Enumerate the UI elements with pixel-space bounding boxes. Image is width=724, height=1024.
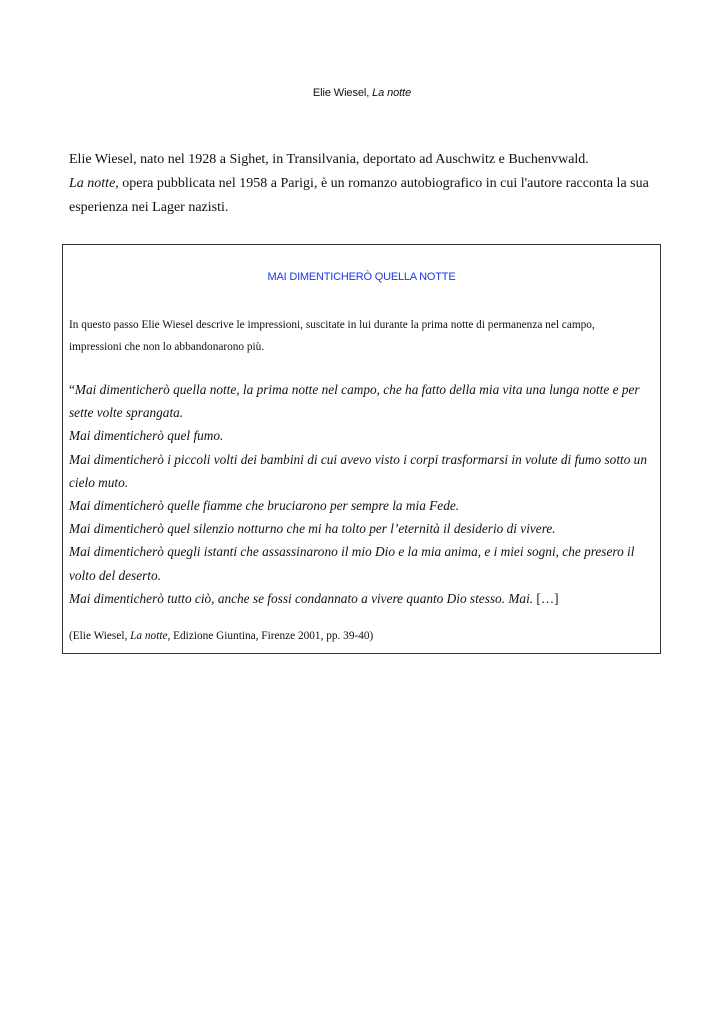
quote-line-1 [69,378,659,401]
quote-line-3: Mai dimenticherò quel fumo. [69,428,224,444]
citation-work-title: La notte [130,630,168,642]
excerpt-citation [69,630,373,642]
quote-ellipsis: […] [533,590,559,606]
excerpt-quote [69,378,659,610]
description-line-1: In questo passo Elie Wiesel descrive le impressioni, suscitate in lui durante la prima notte di permanenza nel campo, [69,319,595,331]
citation-suffix: , Edizione Giuntina, Firenze 2001, pp. 39-40) [167,630,374,642]
page-header [0,87,724,99]
quote-line-10 [69,587,659,610]
citation-prefix: (Elie Wiesel, [69,630,131,642]
quote-open-mark: “ [69,382,75,397]
excerpt-description [69,314,654,358]
intro-line-3: esperienza nei Lager nazisti. [69,200,229,215]
quote-line-4: Mai dimenticherò i piccoli volti dei bambini di cui avevo visto i corpi trasformarsi in volute di fumo sotto un [69,451,647,467]
header-author: Elie Wiesel, [312,87,373,99]
description-line-2: impressioni che non lo abbandonarono più. [69,341,265,353]
intro-line-1: Elie Wiesel, nato nel 1928 a Sighet, in Transilvania, deportato ad Auschwitz e Buchenvwald. [69,152,589,167]
quote-line-6: Mai dimenticherò quelle fiamme che bruciarono per sempre la mia Fede. [69,498,460,514]
header-work-title: La notte [372,87,412,99]
intro-paragraph [69,148,669,220]
quote-line-9: volto del deserto. [69,567,161,583]
excerpt-box [62,244,661,654]
quote-line-8: Mai dimenticherò quegli istanti che assassinarono il mio Dio e la mia anima, e i miei sogni, che presero il [69,544,635,560]
quote-line-7: Mai dimenticherò quel silenzio notturno che mi ha tolto per l’eternità il desiderio di vivere. [69,521,556,537]
quote-line-10-text: Mai dimenticherò tutto ciò, anche se fossi condannato a vivere quanto Dio stesso. Mai. [69,590,534,606]
intro-line-2-text: , opera pubblicata nel 1958 a Parigi, è un romanzo autobiografico in cui l'autore racconta la sua [115,176,649,191]
quote-line-1-text: Mai dimenticherò quella notte, la prima notte nel campo, che ha fatto della mia vita una lunga notte e per [74,382,640,397]
intro-line-2 [69,172,669,196]
excerpt-title: MAI DIMENTICHERÒ QUELLA NOTTE [267,271,456,283]
intro-work-title: La notte [69,176,116,191]
quote-line-5: cielo muto. [69,474,129,490]
quote-line-2: sette volte sprangata. [69,405,184,421]
